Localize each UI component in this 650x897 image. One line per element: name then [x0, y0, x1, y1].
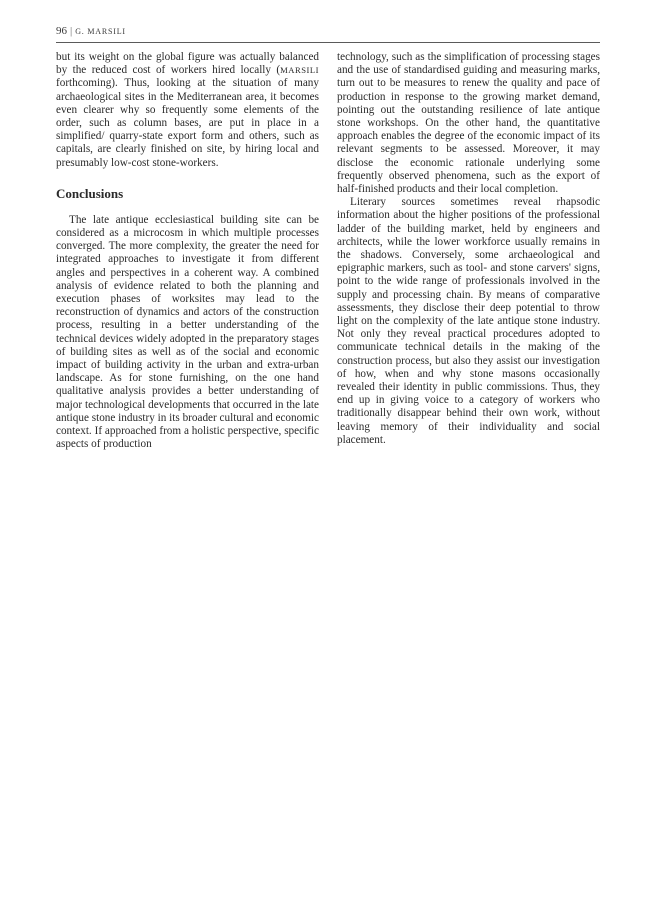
page-number: 96	[56, 25, 67, 37]
left-paragraph-1	[56, 51, 319, 170]
section-heading-conclusions: Conclusions	[56, 185, 124, 201]
left-paragraph-1-text-a: but its weight on the global figure was actually balanced by the reduced cost of workers hired locally (	[56, 51, 319, 77]
left-paragraph-2: The late antique ecclesiastical building site can be considered as a microcosm in which multiple processes converged. The more complexity, the greater the need for integrated approaches to investigate it from different angles and perspectives in a coherent way. A combined analysis of evidence related to both the planning and execution phases of worksites may lead to the reconstruction of dynamics and actors of the construction process, resulting in a better understanding of the technical devices widely adopted in the preparatory stages of building sites as well as of the social and economic impact of building activity in the urban and extra-urban landscape. As for stone furnishing, on the one hand qualitative analysis provides a better understanding of major technological developments that occurred in the late antique stone industry in its broader cultural and economic context. If approached from a holistic perspective, specific aspects of production	[56, 213, 319, 451]
left-paragraph-1-text-b: forthcoming). Thus, looking at the situation of many archaeological sites in the Mediterranean area, it becomes even clearer why so frequently some elements of the order, such as column bases, are put in place in a simplified/ quarry-state export form and others, such as capitals, are clearly finished on site, by hiring local and presumably low-cost stone-workers.	[56, 77, 319, 169]
right-paragraph-1: technology, such as the simplification of processing stages and the use of standardised guiding and measuring marks, turn out to be measures to renew the quality and pace of production in response to the growing market demand, pointing out the outstanding resilience of late antique stone workshops. On the other hand, the quantitative approach enables the degree of the economic impact of its relevant segments to be assessed. Moreover, it may disclose the economic rationale underlying some frequently observed phenomena, such as the export of half-finished products and their local completion.	[337, 51, 600, 196]
left-column	[56, 51, 319, 451]
right-column	[337, 51, 600, 447]
citation-author: MARSILI	[280, 65, 319, 76]
right-paragraph-2: Literary sources sometimes reveal rhapsodic information about the higher positions of the professional ladder of the building market, held by engineers and architects, while the lower workforce usually remains in the shadows. Conversely, some archaeological and epigraphic markers, such as tool- and stone carvers' signs, point to the wide range of professionals involved in the supply and processing chain. By means of comparative assessments, they disclose their deep potential to throw light on the complexity of the late antique stone industry. Not only they reveal practical procedures adopted to communicate technical details in the making of the construction process, but also they assist our investigation of how, when and why stone masons occasionally revealed their identity in public commissions. Thus, they end up in giving voice to a category of workers who traditionally disappear behind their own work, without leaving memory of their individuality and social placement.	[337, 196, 600, 446]
header-separator: |	[70, 25, 73, 37]
running-header	[56, 23, 600, 43]
running-head-author: G. MARSILI	[75, 27, 126, 36]
